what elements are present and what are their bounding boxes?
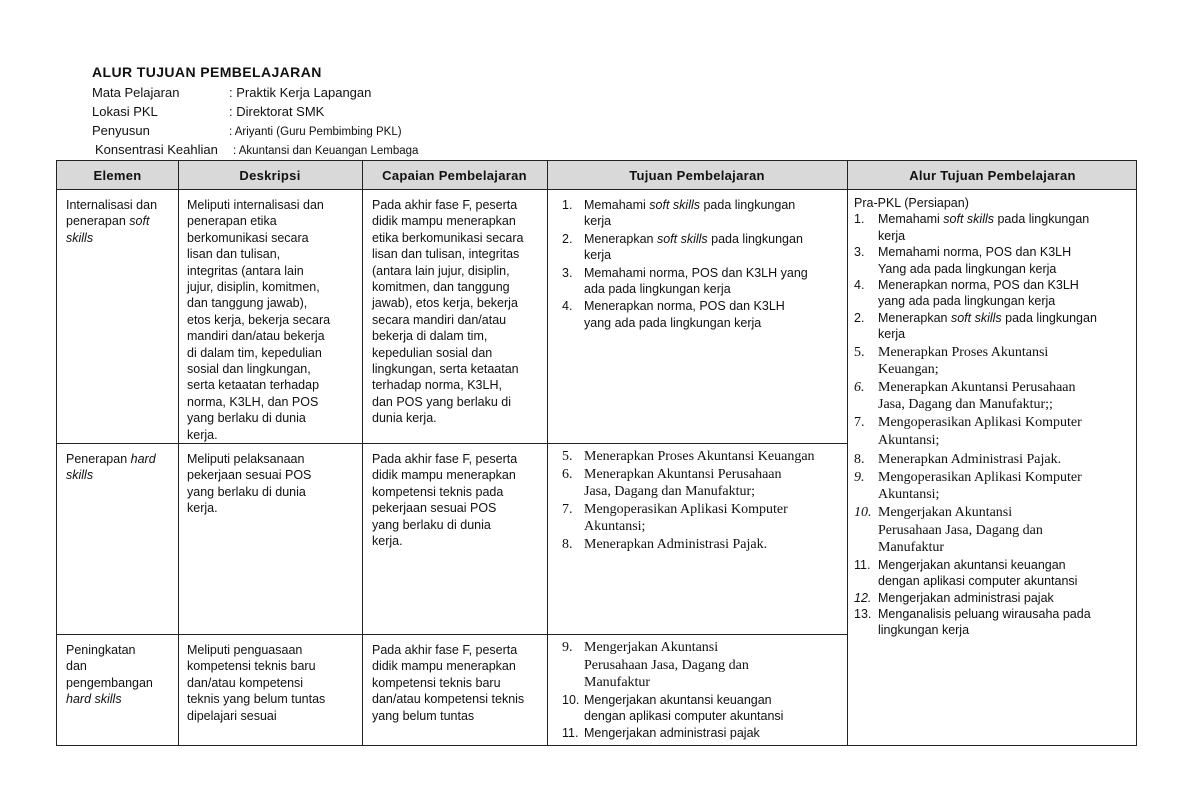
- list-item: [562, 466, 844, 501]
- text: ada pada lingkungan kerja: [584, 282, 731, 297]
- column-divider: [362, 161, 363, 745]
- list-item: [854, 557, 1136, 590]
- column-header-capaian: Capaian Pembelajaran: [382, 168, 527, 183]
- text: Akuntansi;: [584, 519, 646, 535]
- text: kerja: [878, 228, 906, 243]
- item-number: 4.: [562, 299, 573, 314]
- line: secara mandiri dan/atau: [372, 312, 507, 327]
- row2-elemen: [66, 451, 176, 484]
- text: pada lingkungan: [700, 198, 796, 212]
- list-item: [854, 344, 1136, 379]
- list-item: [562, 692, 844, 725]
- line: didik mampu menerapkan: [372, 468, 516, 483]
- line: kompetensi teknis baru: [372, 675, 501, 690]
- list-item: [562, 501, 844, 536]
- line: pekerjaan sesuai POS: [372, 501, 497, 516]
- text-italic: soft skills: [649, 198, 700, 212]
- line: bekerja di dalam tim,: [372, 329, 488, 344]
- learning-path-table: [56, 160, 1137, 746]
- text: Perusahaan Jasa, Dagang dan: [878, 522, 1043, 538]
- row1-tujuan: [562, 197, 844, 331]
- item-number: 12.: [854, 590, 872, 605]
- item-number: 7.: [562, 501, 573, 517]
- line: Pada akhir fase F, peserta: [372, 643, 518, 657]
- field-label: Mata Pelajaran: [92, 85, 180, 100]
- list-item: [854, 504, 1136, 557]
- text: Menerapkan Proses Akuntansi Keuangan: [584, 449, 815, 464]
- row1-elemen: [66, 197, 176, 246]
- line: [66, 451, 176, 467]
- text: Menerapkan: [878, 310, 951, 325]
- column-divider: [178, 161, 179, 745]
- text: Menerapkan: [584, 231, 657, 246]
- item-number: 1.: [854, 212, 865, 227]
- text-italic: skills: [66, 468, 94, 483]
- text: Menerapkan Administrasi Pajak.: [584, 536, 768, 552]
- row2-deskripsi: [187, 451, 359, 517]
- item-number: 6.: [562, 466, 573, 482]
- line: kerja.: [372, 534, 403, 549]
- line: dan tanggung jawab),: [187, 296, 308, 311]
- item-number: 3.: [854, 245, 865, 260]
- item-number: 1.: [562, 198, 573, 212]
- item-number: 4.: [854, 278, 865, 293]
- text: dengan aplikasi computer akuntansi: [878, 574, 1078, 589]
- item-number: 9.: [854, 469, 865, 485]
- line: serta ketaatan terhadap: [187, 378, 320, 393]
- field-value: : Ariyanti (Guru Pembimbing PKL): [229, 126, 402, 138]
- line: penerapan etika: [187, 214, 277, 229]
- item-number: 8.: [854, 452, 865, 468]
- list-item: [854, 414, 1136, 449]
- line: dipelajari sesuai: [187, 708, 277, 723]
- text: Memahami norma, POS dan K3LH yang: [584, 265, 808, 280]
- line: [66, 230, 176, 246]
- text: Keuangan;: [878, 362, 939, 378]
- row2-capaian: [372, 451, 544, 549]
- text-italic: soft: [129, 214, 150, 229]
- line: kompetensi teknis pada: [372, 484, 504, 499]
- row1-deskripsi: [187, 197, 359, 443]
- list-item: [854, 469, 1136, 504]
- text: Mengoperasikan Aplikasi Komputer: [878, 469, 1082, 485]
- text: Akuntansi;: [878, 487, 940, 503]
- text: yang ada pada lingkungan kerja: [584, 315, 762, 330]
- row-divider: [57, 443, 848, 444]
- list-item: [562, 725, 844, 741]
- text-italic: hard: [130, 452, 156, 466]
- text: yang ada pada lingkungan kerja: [878, 294, 1056, 309]
- text-italic: skills: [66, 230, 94, 245]
- text: Mengerjakan akuntansi keuangan: [584, 692, 772, 707]
- text: Menerapkan norma, POS dan K3LH: [584, 299, 785, 314]
- text: Menerapkan Proses Akuntansi: [878, 344, 1049, 360]
- line: jujur, disiplin, komitmen,: [187, 280, 320, 295]
- line: komitmen, dan tanggung: [372, 280, 510, 295]
- line: Meliputi pelaksanaan: [187, 452, 305, 466]
- column-divider: [847, 161, 848, 745]
- line: jawab), etos kerja, bekerja: [372, 296, 518, 311]
- text: Mengerjakan Akuntansi: [878, 505, 1013, 520]
- line: yang belum tuntas: [372, 708, 475, 723]
- text-italic: soft skills: [656, 231, 708, 246]
- line: kepedulian sosial dan: [372, 345, 493, 360]
- list-item: [562, 265, 844, 298]
- text-italic: soft skills: [950, 310, 1002, 325]
- list-item: [854, 590, 1136, 606]
- line: pekerjaan sesuai POS: [187, 468, 312, 483]
- item-number: 11.: [854, 557, 871, 572]
- text: Menerapkan Akuntansi Perusahaan: [878, 379, 1076, 395]
- list-item: [854, 379, 1136, 414]
- line: Pada akhir fase F, peserta: [372, 452, 518, 466]
- row2-tujuan: [562, 448, 844, 554]
- text: Menerapkan Administrasi Pajak.: [878, 452, 1062, 468]
- line: lisan dan tulisan, integritas: [372, 247, 520, 262]
- list-item: [562, 298, 844, 331]
- list-item: [562, 197, 844, 230]
- field-label: Lokasi PKL: [92, 104, 158, 119]
- field-value: : Praktik Kerja Lapangan: [229, 85, 372, 100]
- row1-capaian: [372, 197, 544, 427]
- line: integritas (antara lain: [187, 263, 304, 278]
- line: [66, 213, 176, 229]
- line: dan/atau kompetensi teknis: [372, 692, 525, 707]
- line: yang berlaku di dunia: [372, 517, 491, 532]
- line: mandiri dan/atau bekerja: [187, 329, 325, 344]
- item-number: 5.: [854, 344, 865, 360]
- text: Mengerjakan akuntansi keuangan: [878, 557, 1066, 572]
- line: dan/atau kompetensi: [187, 675, 304, 690]
- line: Pada akhir fase F, peserta: [372, 198, 518, 212]
- field-value: : Akuntansi dan Keuangan Lembaga: [233, 145, 419, 157]
- line: pengembangan: [66, 675, 153, 690]
- line: dan POS yang berlaku di: [372, 394, 511, 409]
- field-label: Penyusun: [92, 123, 150, 138]
- row-divider: [57, 634, 848, 635]
- list-item: [562, 231, 844, 264]
- text: Menerapkan norma, POS dan K3LH: [878, 278, 1079, 293]
- list-item: [854, 451, 1136, 469]
- text: Perusahaan Jasa, Dagang dan: [584, 657, 749, 673]
- item-number: 10.: [562, 692, 580, 707]
- list-item: [562, 448, 844, 466]
- text: Jasa, Dagang dan Manufaktur;;: [878, 397, 1053, 413]
- row3-elemen: [66, 642, 176, 708]
- alur-intro: Pra-PKL (Persiapan): [854, 196, 969, 210]
- column-divider: [547, 161, 548, 745]
- item-number: 8.: [562, 536, 573, 552]
- item-number: 11.: [562, 725, 579, 740]
- item-number: 2.: [854, 310, 865, 325]
- text: Mengerjakan administrasi pajak: [878, 590, 1054, 605]
- line: lisan dan tulisan,: [187, 247, 281, 262]
- field-label: Konsentrasi Keahlian: [95, 142, 218, 157]
- line: kerja.: [187, 427, 218, 442]
- item-number: 5.: [562, 449, 573, 464]
- line: dunia kerja.: [372, 411, 437, 426]
- line: (antara lain jujur, disiplin,: [372, 263, 510, 278]
- text-italic: soft skills: [943, 212, 994, 227]
- field-value: : Direktorat SMK: [229, 104, 325, 119]
- line: yang berlaku di dunia: [187, 411, 306, 426]
- line: Meliputi penguasaan: [187, 643, 303, 657]
- item-number: 6.: [854, 379, 865, 395]
- text: Memahami: [878, 212, 944, 227]
- line: kompetensi teknis baru: [187, 659, 316, 674]
- text: Menerapkan Akuntansi Perusahaan: [584, 466, 782, 482]
- text: Mengerjakan administrasi pajak: [584, 725, 760, 740]
- column-header-elemen: Elemen: [93, 168, 142, 183]
- line: teknis yang belum tuntas: [187, 692, 326, 707]
- list-item: [854, 606, 1136, 639]
- text: pada lingkungan: [994, 212, 1090, 227]
- line: [66, 467, 176, 483]
- list-item: [562, 639, 844, 692]
- line: [66, 691, 176, 707]
- column-header-tujuan: Tujuan Pembelajaran: [629, 168, 765, 183]
- item-number: 7.: [854, 415, 865, 431]
- line: didik mampu menerapkan: [372, 214, 516, 229]
- line: lingkungan, serta ketaatan: [372, 362, 519, 377]
- line: Internalisasi dan: [66, 198, 158, 212]
- line: terhadap norma, K3LH,: [372, 378, 502, 393]
- text: penerapan: [66, 214, 130, 229]
- list-item: [854, 277, 1136, 310]
- text: Manufaktur: [878, 540, 945, 556]
- text: dengan aplikasi computer akuntansi: [584, 709, 784, 724]
- text: Memahami norma, POS dan K3LH: [878, 245, 1072, 260]
- text: kerja: [878, 327, 906, 342]
- text: Penerapan: [66, 452, 131, 466]
- text: Mengerjakan Akuntansi: [584, 640, 719, 655]
- item-number: 13.: [854, 607, 872, 621]
- text: lingkungan kerja: [878, 623, 970, 638]
- line: yang berlaku di dunia: [187, 484, 306, 499]
- text: kerja: [584, 214, 612, 229]
- column-header-alur: Alur Tujuan Pembelajaran: [909, 168, 1076, 183]
- alur-column: [854, 195, 1136, 639]
- column-header-deskripsi: Deskripsi: [239, 168, 301, 183]
- line: Peningkatan: [66, 643, 136, 657]
- text: pada lingkungan: [1001, 310, 1097, 325]
- line: Meliputi internalisasi dan: [187, 198, 324, 212]
- line: kerja.: [187, 501, 218, 516]
- list-item: [854, 310, 1136, 343]
- text-italic: hard skills: [66, 692, 122, 707]
- line: dan: [66, 659, 87, 674]
- item-number: 9.: [562, 640, 573, 655]
- text: Akuntansi;: [878, 432, 940, 448]
- item-number: 2.: [562, 231, 573, 246]
- line: sosial dan lingkungan,: [187, 362, 311, 377]
- list-item: [562, 536, 844, 554]
- line: berkomunikasi secara: [187, 230, 309, 245]
- row3-capaian: [372, 642, 544, 724]
- line: etika berkomunikasi secara: [372, 230, 524, 245]
- text: Mengoperasikan Aplikasi Komputer: [584, 501, 788, 517]
- row3-deskripsi: [187, 642, 359, 724]
- text: Jasa, Dagang dan Manufaktur;: [584, 484, 756, 500]
- text: Memahami: [584, 198, 650, 212]
- text: kerja: [584, 248, 612, 263]
- list-item: [854, 211, 1136, 244]
- line: norma, K3LH, dan POS: [187, 394, 319, 409]
- page-title: ALUR TUJUAN PEMBELAJARAN: [92, 64, 322, 80]
- text: pada lingkungan: [707, 231, 803, 246]
- text: Mengoperasikan Aplikasi Komputer: [878, 415, 1082, 431]
- line: etos kerja, bekerja secara: [187, 312, 331, 327]
- text: Yang ada pada lingkungan kerja: [878, 261, 1057, 276]
- line: di dalam tim, kepedulian: [187, 345, 322, 360]
- text: Menganalisis peluang wirausaha pada: [878, 607, 1091, 621]
- list-item: [854, 244, 1136, 277]
- row3-tujuan: [562, 639, 844, 741]
- item-number: 10.: [854, 505, 872, 520]
- line: didik mampu menerapkan: [372, 659, 516, 674]
- text: Manufaktur: [584, 675, 651, 691]
- item-number: 3.: [562, 265, 573, 280]
